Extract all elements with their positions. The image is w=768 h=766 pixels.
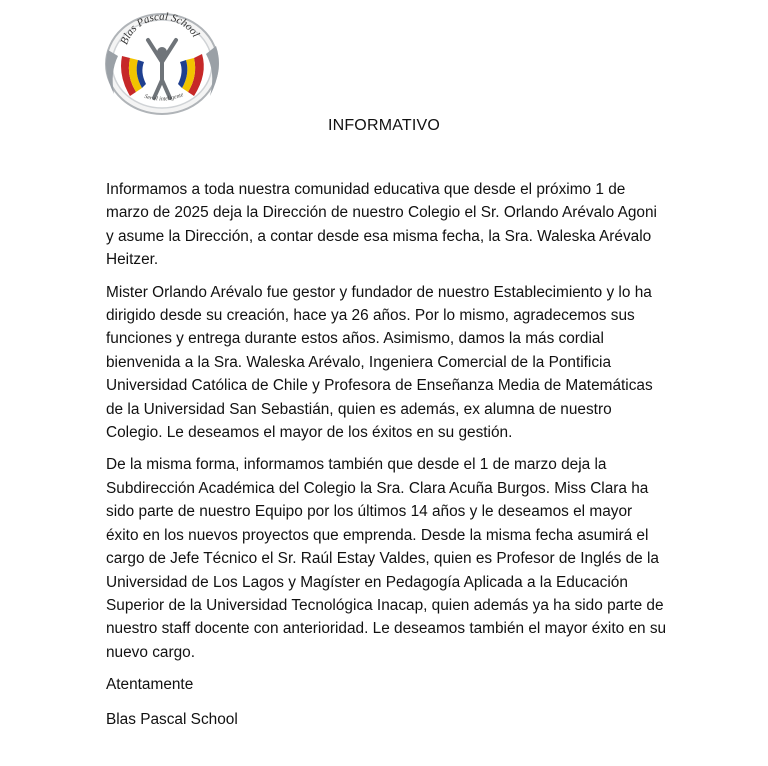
- paragraph: Informamos a toda nuestra comunidad educativa que desde el próximo 1 de marzo de 2025 deja la Dirección de nuestro Colegio el Sr. Orlando Arévalo Agoni y asume la Dirección, a contar desde esa misma fecha, la Sra. Waleska Arévalo Heitzer.: [106, 181, 657, 269]
- paragraph: De la misma forma, informamos también que desde el 1 de marzo deja la Subdirección Académica del Colegio la Sra. Clara Acuña Burgos. Miss Clara ha sido parte de nuestro Equipo por los últimos 14 años y le deseamos el mayor éxito en los nuevos proyectos que emprenda. Desde la misma fecha asumirá el cargo de Jefe Técnico el Sr. Raúl Estay Valdes, quien es Profesor de Inglés de la Universidad de Los Lagos y Magíster en Pedagogía Aplicada a la Educación Superior de la Universidad Tecnológica Inacap, quien además ya ha sido parte de nuestro staff docente con anterioridad. Le deseamos también el mayor éxito en su nuevo cargo.: [106, 456, 667, 661]
- closing-line: Atentamente: [106, 676, 194, 694]
- signature: Blas Pascal School: [106, 710, 238, 728]
- svg-text:Blas Pascal School: Blas Pascal School: [118, 10, 202, 47]
- document-body: [106, 178, 668, 742]
- paragraph: Mister Orlando Arévalo fue gestor y fundador de nuestro Establecimiento y lo ha dirigido desde su creación, hace ya 26 años. Por lo mismo, agradecemos sus funciones y entrega durante estos años. Asimismo, damos la más cordial bienvenida a la Sra. Waleska Arévalo, Ingeniera Comercial de la Pontificia Universidad Católica de Chile y Profesora de Enseñanza Media de Matemáticas de la Universidad San Sebastián, quien es además, ex alumna de nuestro Colegio. Le deseamos el mayor de los éxitos en su gestión.: [106, 283, 653, 442]
- svg-text:Ser el inteligente: Ser el inteligente: [143, 92, 185, 103]
- document-title: INFORMATIVO: [327, 117, 441, 134]
- school-crest-icon: [100, 10, 226, 118]
